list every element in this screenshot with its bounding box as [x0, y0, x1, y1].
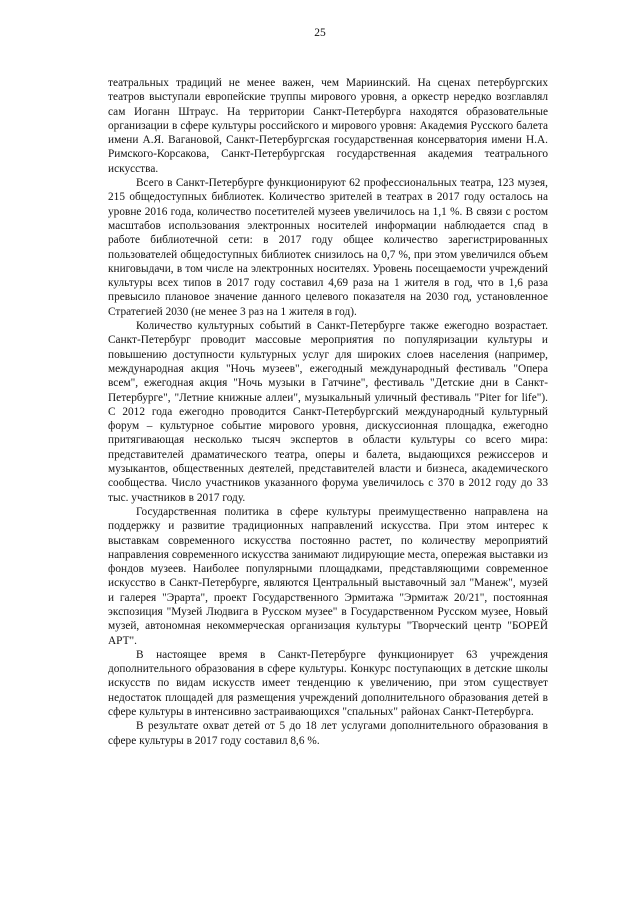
paragraph-theatre-traditions: театральных традиций не менее важен, чем Мариинский. На сценах петербургских театров выступали европейские труппы мирового уровня, а оркестр нередко возглавлял сам Иоганн Штраус. На территории Санкт-Петербурга находятся образовательные организации в сфере культуры российского и мирового уровня: Академия Русского балета имени А.Я. Вагановой, Санкт-Петербургская государственная консерватория имени Н.А. Римского-Корсакова, Санкт-Петербургская государственная академия театрального искусства.: [108, 77, 548, 175]
paragraph-contemporary-art: Государственная политика в сфере культуры преимущественно направлена на поддержку и развитие традиционных направлений искусства. При этом интерес к выставкам современного искусства постоянно растет, по количеству мероприятий направления современного искусства занимают лидирующие места, опережая выставки из фондов музеев. Наиболее популярными площадками, представляющими современное искусство в Санкт-Петербурге, являются Центральный выставочный зал "Манеж", музей и галерея "Эрарта", проект Государственного Эрмитажа "Эрмитаж 20/21", постоянная экспозиция "Музей Людвига в Русском музее" в Государственном Русском музее, Новый музей, автономная некоммерческая организация культуры "Творческий центр "БОРЕЙ АРТ".: [108, 505, 548, 647]
paragraph-children-coverage: В результате охват детей от 5 до 18 лет услугами дополнительного образования в сфере культуры в 2017 году составил 8,6 %.: [108, 720, 548, 747]
document-body: [108, 76, 548, 748]
paragraph-culture-statistics: Всего в Санкт-Петербурге функционируют 62 профессиональных театра, 123 музея, 215 общедоступных библиотек. Количество зрителей в театрах в 2017 году осталось на уровне 2016 года, количество посетителей музеев увеличилось на 1,1 %. В связи с ростом масштабов использования электронных носителей информации наблюдается спад в работе библиотечной сети: в 2017 году общее количество зарегистрированных пользователей общедоступных библиотек снизилось на 0,7 %, при этом увеличился объем книговыдачи, в том числе на электронных носителях. Уровень посещаемости учреждений культуры всех типов в 2017 году составил 4,69 раза на 1 жителя в год, что в 1,6 раза превысило плановое значение данного целевого показателя на 2030 год, установленное Стратегией 2030 (не менее 3 раз на 1 жителя в год).: [108, 177, 548, 318]
paragraph-cultural-events: Количество культурных событий в Санкт-Петербурге также ежегодно возрастает. Санкт-Петербург проводит массовые мероприятия по популяризации культуры и повышению доступности культурных услуг для широких слоев населения (например, международная акция "Ночь музеев", ежегодный международный фестиваль "Опера всем", ежегодная акция "Ночь музыки в Гатчине", фестиваль "Детские дни в Санкт- Петербурге", "Летние книжные аллеи", музыкальный уличный фестиваль "Piter for life"). С 2012 года ежегодно проводится Санкт-Петербургский международный культурный форум – культурное событие мирового уровня, дискуссионная площадка, ежегодно притягивающая несколько тысяч экспертов в области культуры со всего мира: представителей драматического театра, оперы и балета, выдающихся режиссеров и музыкантов, общественных деятелей, представителей власти и бизнеса, академического сообщества. Число участников указанного форума увеличилось с 370 в 2012 году до 33 тыс. участников в 2017 году.: [108, 320, 548, 504]
page-number: 25: [314, 27, 326, 39]
paragraph-additional-education: В настоящее время в Санкт-Петербурге функционирует 63 учреждения дополнительного образования в сфере культуры. Конкурс поступающих в детские школы искусств по видам искусств имеет тенденцию к увеличению, при этом существует недостаток площадей для размещения учреждений дополнительного образования детей в сфере культуры в интенсивно застраивающихся "спальных" районах Санкт-Петербурга.: [108, 648, 548, 719]
